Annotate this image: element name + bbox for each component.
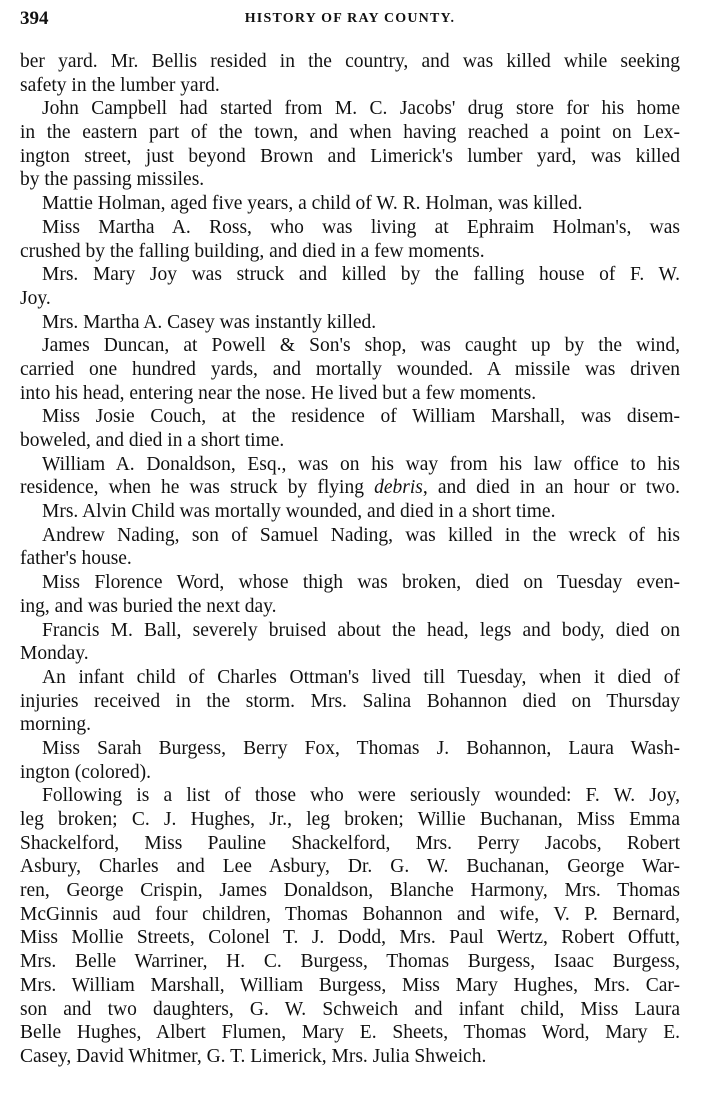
text-line: Asbury, Charles and Lee Asbury, Dr. G. W. Buchanan, George War- [20, 856, 680, 878]
paragraph-first-line: Miss Florence Word, whose thigh was broken, died on Tuesday even- [42, 572, 680, 594]
running-title: HISTORY OF RAY COUNTY. [244, 11, 456, 26]
page-body-text [20, 50, 680, 1069]
text-line: leg broken; C. J. Hughes, Jr., leg broken; Willie Buchanan, Miss Emma [20, 809, 680, 830]
text-line: Shackelford, Miss Pauline Shackelford, Mrs. Perry Jacobs, Robert [20, 832, 680, 854]
text-line: carried one hundred yards, and mortally wounded. A missile was driven [20, 358, 680, 380]
paragraph-first-line: Mrs. Mary Joy was struck and killed by the falling house of F. W. [42, 264, 680, 286]
text-line: crushed by the falling building, and died in a few moments. [20, 240, 485, 262]
text-line: ington street, just beyond Brown and Limerick's lumber yard, was killed [20, 145, 680, 167]
text-line: Monday. [20, 643, 89, 665]
text-line: safety in the lumber yard. [20, 74, 220, 96]
text-line: father's house. [20, 548, 132, 570]
paragraph-first-line: Andrew Nading, son of Samuel Nading, was killed in the wreck of his [42, 524, 680, 546]
text-line: McGinnis aud four children, Thomas Bohannon and wife, V. P. Bernard, [20, 903, 680, 925]
text-line: boweled, and died in a short time. [20, 430, 285, 451]
paragraph-first-line: William A. Donaldson, Esq., was on his way from his law office to his [42, 453, 680, 475]
paragraph-first-line: Miss Sarah Burgess, Berry Fox, Thomas J. Bohannon, Laura Wash- [42, 737, 680, 759]
text-line: Belle Hughes, Albert Flumen, Mary E. Sheets, Thomas Word, Mary E. [20, 1022, 680, 1044]
paragraph-first-line: Mrs. Alvin Child was mortally wounded, and died in a short time. [42, 501, 556, 523]
text-line: by the passing missiles. [20, 169, 205, 191]
page-number: 394 [20, 8, 49, 29]
paragraph-first-line: Miss Martha A. Ross, who was living at Ephraim Holman's, was [42, 216, 680, 238]
text-segment: , and died in an hour or two. [422, 477, 680, 499]
text-line: Casey, David Whitmer, G. T. Limerick, Mrs. Julia Shweich. [20, 1045, 487, 1067]
text-line: in the eastern part of the town, and when having reached a point on Lex- [20, 122, 680, 144]
text-line [20, 476, 680, 500]
text-line: ren, George Crispin, James Donaldson, Blanche Harmony, Mrs. Thomas [20, 880, 680, 902]
text-line: Miss Mollie Streets, Colonel T. J. Dodd, Mrs. Paul Wertz, Robert Offutt, [20, 927, 680, 949]
paragraph-first-line: Mattie Holman, aged five years, a child of W. R. Holman, was killed. [42, 193, 583, 215]
paragraph-first-line: John Campbell had started from M. C. Jacobs' drug store for his home [42, 98, 680, 120]
text-line: into his head, entering near the nose. He lived but a few moments. [20, 382, 537, 404]
paragraph-first-line: Miss Josie Couch, at the residence of William Marshall, was disem- [42, 406, 680, 428]
page-header [20, 8, 680, 34]
paragraph-first-line: Mrs. Martha A. Casey was instantly killed. [42, 311, 377, 333]
text-line: son and two daughters, G. W. Schweich and infant child, Miss Laura [20, 998, 680, 1020]
paragraph-first-line: James Duncan, at Powell & Son's shop, was caught up by the wind, [42, 335, 680, 357]
paragraph-first-line: Francis M. Ball, severely bruised about the head, legs and body, died on [42, 619, 680, 641]
text-line: morning. [20, 714, 91, 736]
text-line: Joy. [20, 287, 51, 309]
text-line: ington (colored). [20, 761, 152, 783]
paragraph-first-line: Following is a list of those who were seriously wounded: F. W. Joy, [42, 785, 680, 807]
text-line: Mrs. Belle Warriner, H. C. Burgess, Thomas Burgess, Isaac Burgess, [20, 951, 680, 973]
italic-word: debris [374, 477, 423, 499]
text-line: injuries received in the storm. Mrs. Salina Bohannon died on Thursday [20, 690, 680, 712]
text-line: ber yard. Mr. Bellis resided in the country, and was killed while seeking [20, 51, 680, 72]
text-segment: residence, when he was struck by flying [20, 477, 375, 499]
text-line: Mrs. William Marshall, William Burgess, Miss Mary Hughes, Mrs. Car- [20, 974, 680, 996]
text-line: ing, and was buried the next day. [20, 595, 277, 617]
paragraph-first-line: An infant child of Charles Ottman's lived till Tuesday, when it died of [42, 666, 680, 688]
